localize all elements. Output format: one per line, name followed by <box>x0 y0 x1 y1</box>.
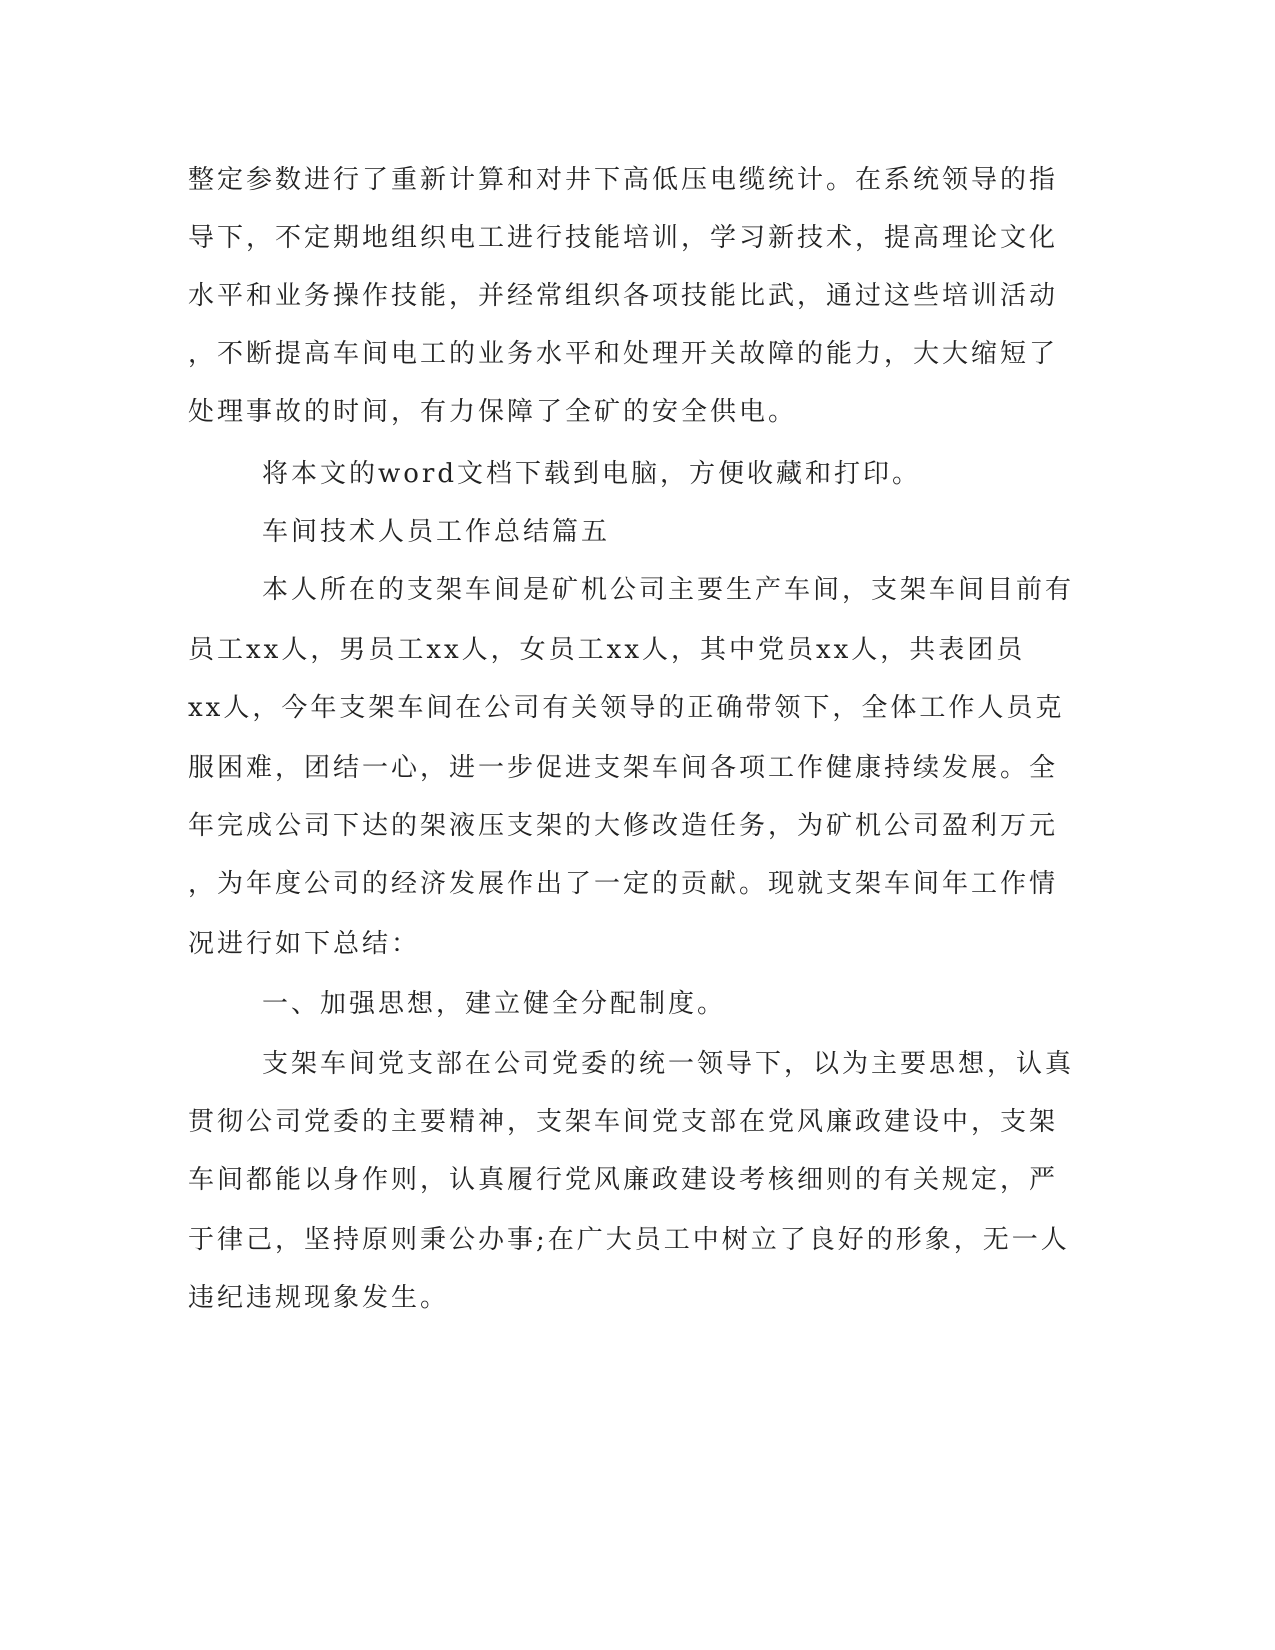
download-note: 将本文的word文档下载到电脑，方便收藏和打印。 <box>262 459 921 489</box>
text-line: 支架车间党支部在公司党委的统一领导下，以为主要思想，认真 <box>262 1049 1075 1079</box>
text-line: 服困难，团结一心，进一步促进支架车间各项工作健康持续发展。全 <box>188 753 1059 783</box>
text-line: xx人，今年支架车间在公司有关领导的正确带领下，全体工作人员克 <box>188 693 1065 723</box>
text-line: 员工xx人，男员工xx人，女员工xx人，其中党员xx人，共表团员 <box>188 635 1026 665</box>
text-line: 水平和业务操作技能，并经常组织各项技能比武，通过这些培训活动 <box>188 281 1059 311</box>
text-line: 于律己，坚持原则秉公办事;在广大员工中树立了良好的形象，无一人 <box>188 1225 1070 1255</box>
text-line: 况进行如下总结： <box>188 929 421 959</box>
text-line: 本人所在的支架车间是矿机公司主要生产车间，支架车间目前有 <box>262 575 1075 605</box>
text-line: 整定参数进行了重新计算和对井下高低压电缆统计。在系统领导的指 <box>188 165 1059 195</box>
text-line: ，不断提高车间电工的业务水平和处理开关故障的能力，大大缩短了 <box>188 339 1059 369</box>
text-line: ，为年度公司的经济发展作出了一定的贡献。现就支架车间年工作情 <box>188 869 1059 899</box>
text-line: 处理事故的时间，有力保障了全矿的安全供电。 <box>188 397 798 427</box>
subsection-heading: 一、加强思想，建立健全分配制度。 <box>262 989 727 1019</box>
section-heading: 车间技术人员工作总结篇五 <box>262 517 611 547</box>
text-line: 违纪违规现象发生。 <box>188 1283 450 1313</box>
text-line: 年完成公司下达的架液压支架的大修改造任务，为矿机公司盈利万元 <box>188 811 1059 841</box>
text-line: 贯彻公司党委的主要精神，支架车间党支部在党风廉政建设中，支架 <box>188 1107 1059 1137</box>
text-line: 导下，不定期地组织电工进行技能培训，学习新技术，提高理论文化 <box>188 223 1059 253</box>
text-line: 车间都能以身作则，认真履行党风廉政建设考核细则的有关规定，严 <box>188 1165 1059 1195</box>
